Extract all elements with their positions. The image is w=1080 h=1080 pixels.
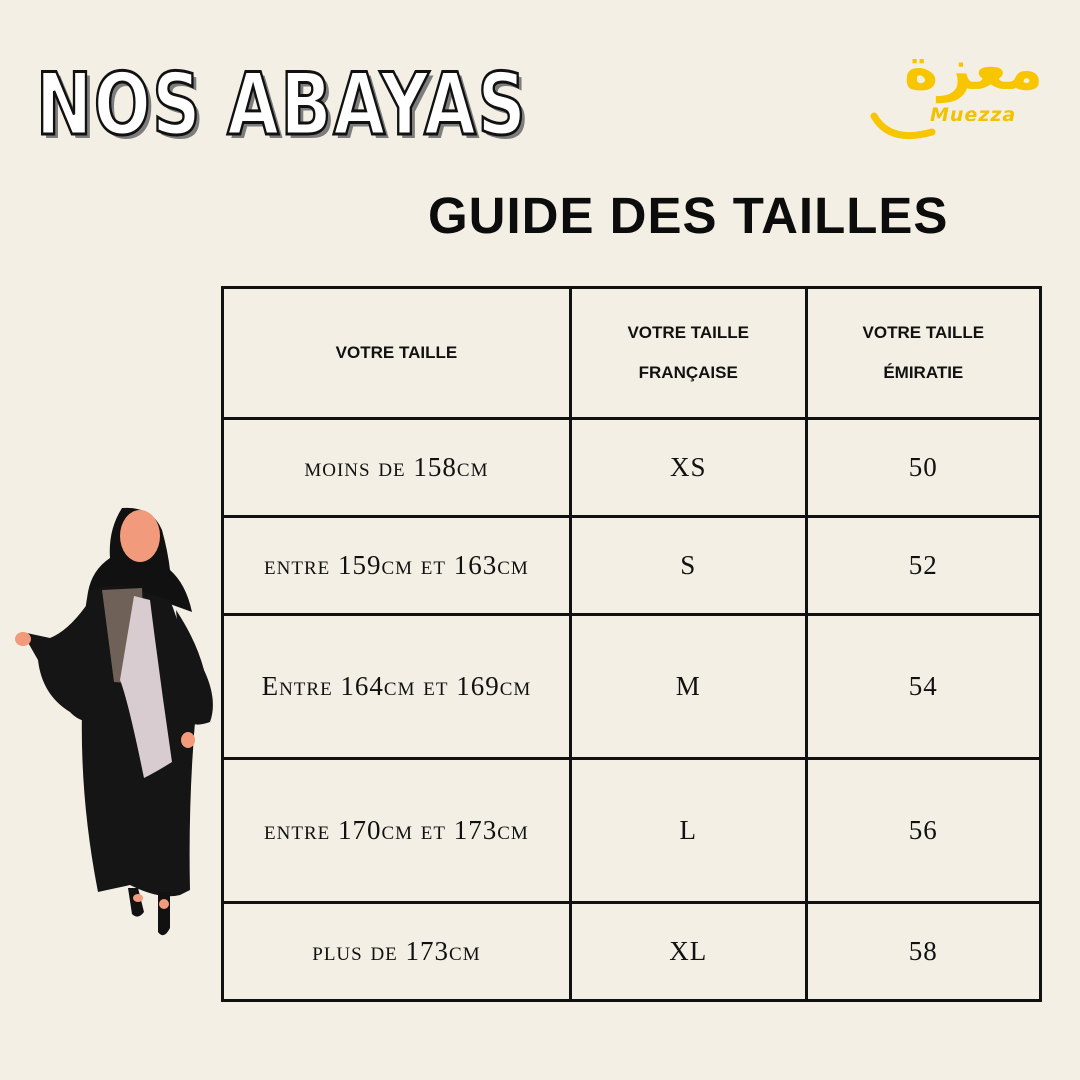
abaya-woman-illustration bbox=[10, 500, 225, 945]
emirati-size-cell: 58 bbox=[806, 903, 1040, 1001]
french-size-cell: XS bbox=[570, 419, 806, 517]
size-table bbox=[221, 286, 1042, 1002]
table-row bbox=[223, 517, 1041, 615]
height-cell: Entre 164cm et 169cm bbox=[223, 615, 571, 759]
emirati-size-cell: 50 bbox=[806, 419, 1040, 517]
header-your-height: VOTRE TAILLE bbox=[223, 288, 571, 419]
french-size-cell: M bbox=[570, 615, 806, 759]
header-emirati-size: VOTRE TAILLE ÉMIRATIE bbox=[806, 288, 1040, 419]
height-cell: plus de 173cm bbox=[223, 903, 571, 1001]
height-cell: entre 170cm et 173cm bbox=[223, 759, 571, 903]
table-row bbox=[223, 615, 1041, 759]
french-size-cell: S bbox=[570, 517, 806, 615]
table-row bbox=[223, 759, 1041, 903]
page-title: NOS ABAYAS bbox=[36, 55, 528, 155]
table-header-row bbox=[223, 288, 1041, 419]
emirati-size-cell: 52 bbox=[806, 517, 1040, 615]
french-size-cell: L bbox=[570, 759, 806, 903]
logo-arabic-text: معزة bbox=[904, 35, 1043, 103]
logo-latin-text: Muezza bbox=[930, 104, 1017, 126]
table-row bbox=[223, 419, 1041, 517]
emirati-size-cell: 54 bbox=[806, 615, 1040, 759]
height-cell: moins de 158cm bbox=[223, 419, 571, 517]
emirati-size-cell: 56 bbox=[806, 759, 1040, 903]
header-french-size: VOTRE TAILLE FRANÇAISE bbox=[570, 288, 806, 419]
brand-logo bbox=[862, 35, 1047, 150]
size-guide-heading: GUIDE DES TAILLES bbox=[428, 187, 949, 244]
table-row bbox=[223, 903, 1041, 1001]
french-size-cell: XL bbox=[570, 903, 806, 1001]
height-cell: entre 159cm et 163cm bbox=[223, 517, 571, 615]
